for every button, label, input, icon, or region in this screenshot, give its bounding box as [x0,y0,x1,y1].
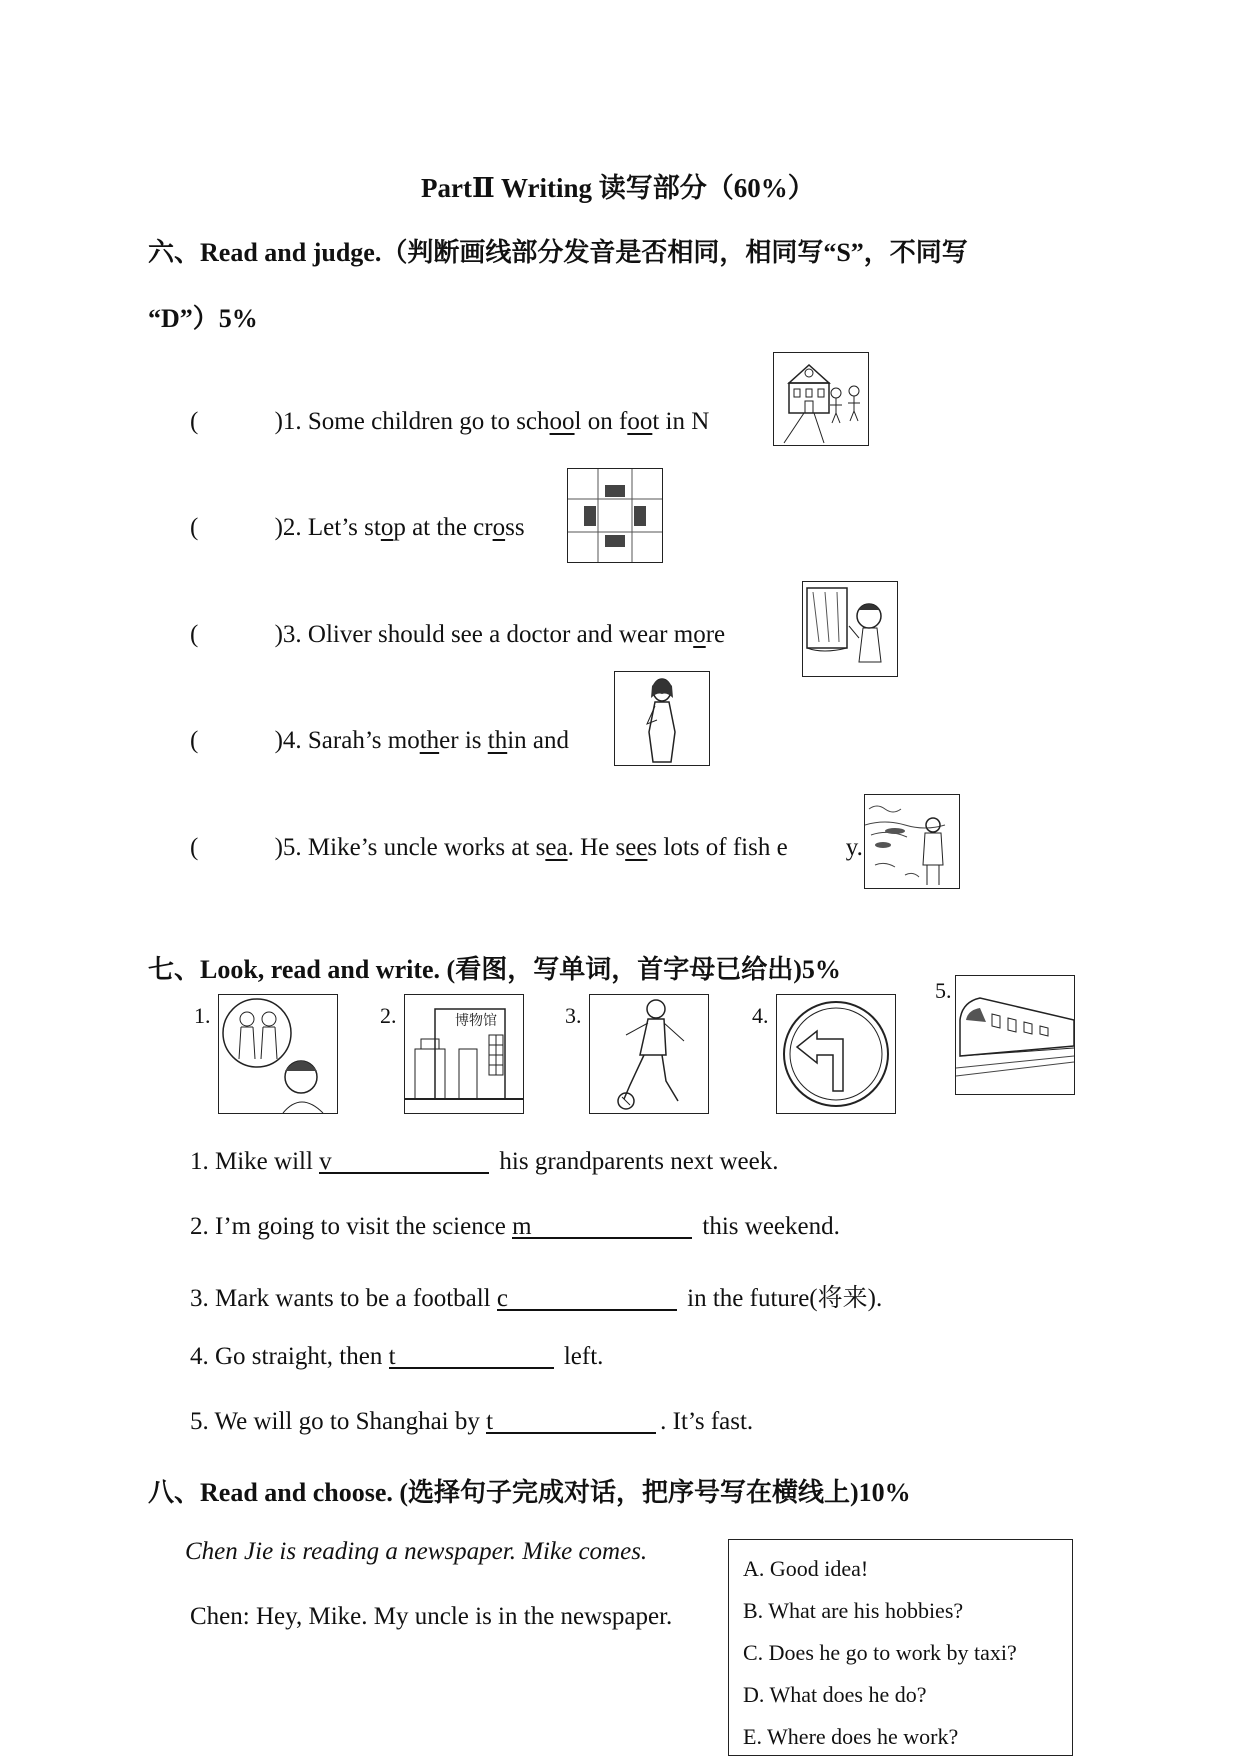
museum-icon [404,994,524,1114]
judge-item-5: ( )5. Mike’s uncle works at sea. He sees lots of fish e y. [190,834,863,861]
answer-blank-5[interactable]: t [486,1408,656,1434]
museum-sign: 博物馆 [455,1013,497,1029]
section8-heading: 八、Read and choose. (选择句子完成对话，把序号写在横线上)10% [148,1478,911,1507]
answer-blank-3[interactable]: c [497,1285,677,1311]
answer-blank-1[interactable]: v [319,1148,489,1174]
school-children-icon [773,352,869,446]
crossing-icon [567,468,663,563]
sick-boy-window-icon [802,581,898,677]
option-e: E. Where does he work? [743,1724,959,1749]
picture-number-5: 5. [935,978,952,1003]
judge-item-4: ( )4. Sarah’s mother is thin and [190,727,570,754]
football-player-icon [589,994,709,1114]
option-a: A. Good idea! [743,1556,869,1581]
fisherman-sea-icon [864,794,960,889]
picture-number-4: 4. [752,1003,769,1028]
section6-heading-cont: “D”）5% [148,304,258,333]
picture-number-2: 2. [380,1003,397,1028]
option-d: D. What does he do? [743,1682,927,1707]
page-title: PartⅡ Writing 读写部分（60%） [421,173,815,203]
judge-item-2: ( )2. Let’s stop at the cross [190,514,525,541]
write-sentence-2: 2. I’m going to visit the science m this weekend. [190,1213,840,1240]
answer-blank-4[interactable]: t [389,1343,554,1369]
picture-number-3: 3. [565,1003,582,1028]
dialog-line-1: Chen: Hey, Mike. My uncle is in the newspaper. [190,1603,673,1630]
picture-number-1: 1. [194,1003,211,1028]
write-sentence-1: 1. Mike will v his grandparents next week. [190,1148,779,1175]
write-sentence-4: 4. Go straight, then t left. [190,1343,604,1370]
judge-item-3: ( )3. Oliver should see a doctor and wear more [190,621,726,648]
turn-left-sign-icon [776,994,896,1114]
options-box [728,1539,1073,1756]
judge-item-1: ( )1. Some children go to school on foot in N [190,408,710,435]
dialog-context: Chen Jie is reading a newspaper. Mike comes. [185,1538,648,1565]
answer-blank-2[interactable]: m [512,1213,692,1239]
train-icon [955,975,1075,1095]
grandparents-icon [218,994,338,1114]
woman-icon [614,671,710,766]
option-b: B. What are his hobbies? [743,1598,964,1623]
write-sentence-5: 5. We will go to Shanghai by t . It’s fast. [190,1408,754,1435]
section6-heading: 六、Read and judge.（判断画线部分发音是否相同，相同写“S”，不同写 [148,238,968,267]
section7-heading: 七、Look, read and write. (看图，写单词，首字母已给出)5% [148,955,841,984]
option-c: C. Does he go to work by taxi? [743,1640,1017,1665]
write-sentence-3: 3. Mark wants to be a football c in the future(将来). [190,1285,883,1312]
